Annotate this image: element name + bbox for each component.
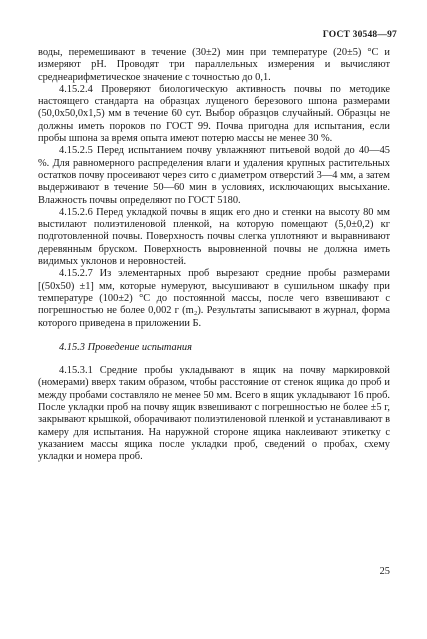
section-heading: 4.15.3 Проведение испытания — [59, 341, 192, 353]
paragraph-4-15-2-4: 4.15.2.4 Проверяют биологическую активность почвы по методике настоящего стандарта на образцах лущеного березового шпона размерами (50,0х50,0х1,5) мм в течение 60 сут. Выбор образцов случайный. Образцы не должны иметь пороков по ГОСТ 99. Почва пригодна для испытания, если пробы шпона за время опыта имеют потерю массы не менее 30 %. — [38, 83, 390, 145]
page-number: 25 — [379, 566, 390, 577]
paragraph-4-15-2-6: 4.15.2.6 Перед укладкой почвы в ящик его дно и стенки на высоту 80 мм выстилают полиэтиленовой пленкой, на которую помещают (5,0±0,2) кг подготовленной почвы. Поверхность почвы слегка уплотняют и выравнивают деревянным бруском. Поверхность выровненной почвы не должна иметь видимых уклонов и неровностей. — [38, 206, 390, 268]
paragraph-4-15-3-1: 4.15.3.1 Средние пробы укладывают в ящик на почву маркировкой (номерами) вверх таким образом, чтобы расстояние от стенок ящика до проб и между пробами составляло не менее 50 мм. Всего в ящик укладывают 16 проб. После укладки проб на почву ящик взвешивают с погрешностью не более ±5 г, закрывают крышкой, оборачивают полиэтиленовой пленкой и устанавливают в камеру для испытания. На наружной стороне ящика наклеивают этикетку с указанием массы ящика после укладки проб, сведений о пробах, схему укладки и номера проб. — [38, 365, 390, 463]
document-body — [38, 47, 390, 464]
paragraph-4-15-2-7: 4.15.2.7 Из элементарных проб вырезают средние пробы размерами [(50х50) ±1] мм, которые нумеруют, высушивают в сушильном шкафу при температуре (100±2) °С до постоянной массы, после чего взвешивают с погрешностью не более 0,002 г (m₂). Результаты записывают в журнал, форма которого приведена в приложении Б. — [38, 268, 390, 329]
paragraph-continued: воды, перемешивают в течение (30±2) мин при температуре (20±5) °С и измеряют pH. Проводят три параллельных измерения и вычисляют среднеарифметическое значение с точностью до 0,1. — [38, 47, 390, 83]
paragraph-4-15-2-5: 4.15.2.5 Перед испытанием почву увлажняют питьевой водой до 40—45 %. Для равномерного распределения влаги и удаления крупных растительных остатков почву просеивают через сито с диаметром отверстий 3—4 мм, а затем выдерживают в течение 50—60 мин в условиях, исключающих высыхание. Влажность почвы определяют по ГОСТ 5180. — [38, 145, 390, 206]
standard-header: ГОСТ 30548—97 — [322, 30, 397, 40]
